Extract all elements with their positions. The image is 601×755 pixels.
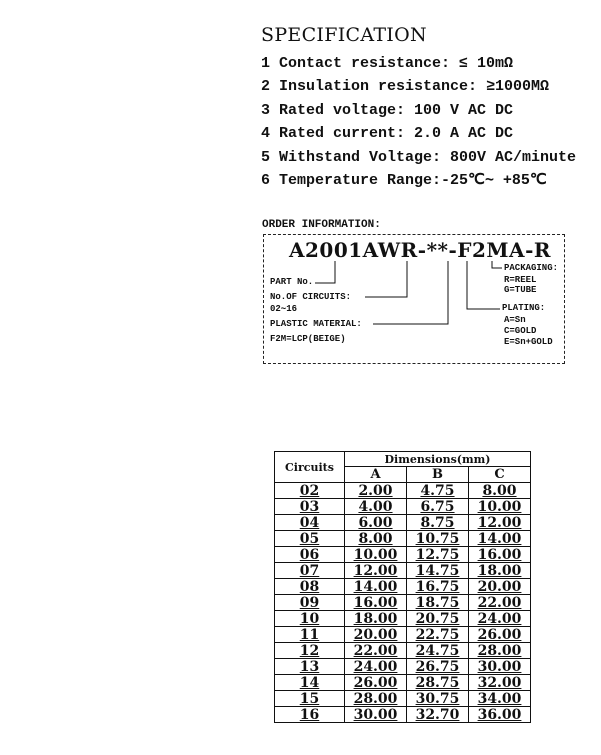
order-part-code: A2001AWR-**-F2MA-R: [289, 238, 551, 262]
circuits-header: Circuits: [275, 452, 345, 483]
table-row: [275, 531, 531, 547]
plating-sn: A=Sn: [504, 315, 526, 325]
row-circuits: 11: [275, 627, 345, 643]
packaging-reel: R=REEL: [504, 275, 537, 285]
row-circuits: 09: [275, 595, 345, 611]
circuits-range: 02∼16: [270, 304, 298, 314]
spec-rated-current: 4 Rated current: 2.0 A AC DC: [261, 125, 514, 143]
row-dim-b: 14.75: [407, 563, 469, 579]
row-dim-a: 12.00: [345, 563, 407, 579]
row-dim-a: 30.00: [345, 707, 407, 723]
row-dim-b: 26.75: [407, 659, 469, 675]
column-b-header: B: [407, 467, 469, 483]
material-label: PLASTIC MATERIAL:: [270, 319, 362, 329]
spec-contact-resistance: 1 Contact resistance: ≤ 10mΩ: [261, 55, 514, 72]
row-circuits: 07: [275, 563, 345, 579]
row-dim-b: 16.75: [407, 579, 469, 595]
packaging-tube: G=TUBE: [504, 285, 537, 295]
table-row: [275, 563, 531, 579]
spec-withstand-voltage: 5 Withstand Voltage: 800V AC/minute: [261, 148, 577, 166]
packaging-label: PACKAGING:: [504, 263, 559, 273]
plating-sngold: E=Sn+GOLD: [504, 337, 553, 347]
table-row: [275, 691, 531, 707]
plating-label: PLATING:: [502, 303, 546, 313]
row-dim-b: 22.75: [407, 627, 469, 643]
row-circuits: 15: [275, 691, 345, 707]
row-circuits: 06: [275, 547, 345, 563]
column-a-header: A: [345, 467, 407, 483]
table-row: [275, 515, 531, 531]
row-dim-c: 36.00: [469, 707, 531, 723]
row-dim-a: 8.00: [345, 531, 407, 547]
row-circuits: 02: [275, 483, 345, 499]
row-circuits: 05: [275, 531, 345, 547]
material-value: F2M=LCP(BEIGE): [270, 334, 346, 344]
row-dim-c: 28.00: [469, 643, 531, 659]
row-dim-a: 22.00: [345, 643, 407, 659]
dimensions-table: [274, 451, 531, 723]
row-dim-b: 8.75: [407, 515, 469, 531]
specification-list: [261, 52, 576, 192]
order-information-title: ORDER INFORMATION:: [262, 219, 381, 231]
table-row: [275, 659, 531, 675]
row-circuits: 10: [275, 611, 345, 627]
row-dim-b: 32.70: [407, 707, 469, 723]
row-dim-a: 16.00: [345, 595, 407, 611]
plating-gold: C=GOLD: [504, 326, 537, 336]
row-dim-b: 4.75: [407, 483, 469, 499]
circuits-label: No.OF CIRCUITS:: [270, 292, 352, 302]
row-dim-a: 26.00: [345, 675, 407, 691]
row-dim-b: 6.75: [407, 499, 469, 515]
table-row: [275, 611, 531, 627]
row-dim-c: 16.00: [469, 547, 531, 563]
row-dim-b: 24.75: [407, 643, 469, 659]
row-dim-b: 18.75: [407, 595, 469, 611]
table-row: [275, 627, 531, 643]
row-dim-c: 20.00: [469, 579, 531, 595]
row-dim-c: 34.00: [469, 691, 531, 707]
row-dim-c: 30.00: [469, 659, 531, 675]
table-row: [275, 595, 531, 611]
row-circuits: 03: [275, 499, 345, 515]
row-dim-a: 18.00: [345, 611, 407, 627]
row-dim-a: 14.00: [345, 579, 407, 595]
row-dim-a: 20.00: [345, 627, 407, 643]
table-row: [275, 499, 531, 515]
row-circuits: 04: [275, 515, 345, 531]
table-row: [275, 547, 531, 563]
row-circuits: 16: [275, 707, 345, 723]
row-dim-c: 32.00: [469, 675, 531, 691]
dimensions-group-header: Dimensions(mm): [345, 452, 531, 467]
row-circuits: 13: [275, 659, 345, 675]
row-dim-b: 30.75: [407, 691, 469, 707]
row-circuits: 14: [275, 675, 345, 691]
row-dim-a: 24.00: [345, 659, 407, 675]
row-dim-c: 22.00: [469, 595, 531, 611]
row-dim-b: 12.75: [407, 547, 469, 563]
row-circuits: 12: [275, 643, 345, 659]
table-row: [275, 579, 531, 595]
row-dim-a: 4.00: [345, 499, 407, 515]
spec-rated-voltage: 3 Rated voltage: 100 V AC DC: [261, 101, 514, 119]
row-circuits: 08: [275, 579, 345, 595]
table-row: [275, 675, 531, 691]
row-dim-b: 20.75: [407, 611, 469, 627]
row-dim-a: 6.00: [345, 515, 407, 531]
row-dim-a: 10.00: [345, 547, 407, 563]
table-row: [275, 483, 531, 499]
row-dim-c: 12.00: [469, 515, 531, 531]
row-dim-c: 18.00: [469, 563, 531, 579]
row-dim-a: 28.00: [345, 691, 407, 707]
row-dim-c: 24.00: [469, 611, 531, 627]
part-no-label: PART No.: [270, 277, 314, 287]
row-dim-b: 28.75: [407, 675, 469, 691]
dimensions-table-body: [275, 483, 531, 723]
row-dim-b: 10.75: [407, 531, 469, 547]
table-row: [275, 643, 531, 659]
row-dim-c: 26.00: [469, 627, 531, 643]
table-row: [275, 707, 531, 723]
row-dim-c: 10.00: [469, 499, 531, 515]
row-dim-c: 8.00: [469, 483, 531, 499]
specification-title: SPECIFICATION: [261, 24, 427, 46]
row-dim-c: 14.00: [469, 531, 531, 547]
spec-insulation-resistance: 2 Insulation resistance: ≥1000MΩ: [261, 78, 550, 96]
column-c-header: C: [469, 467, 531, 483]
spec-temperature-range: 6 Temperature Range:-25℃∼ +85℃: [261, 171, 547, 189]
row-dim-a: 2.00: [345, 483, 407, 499]
